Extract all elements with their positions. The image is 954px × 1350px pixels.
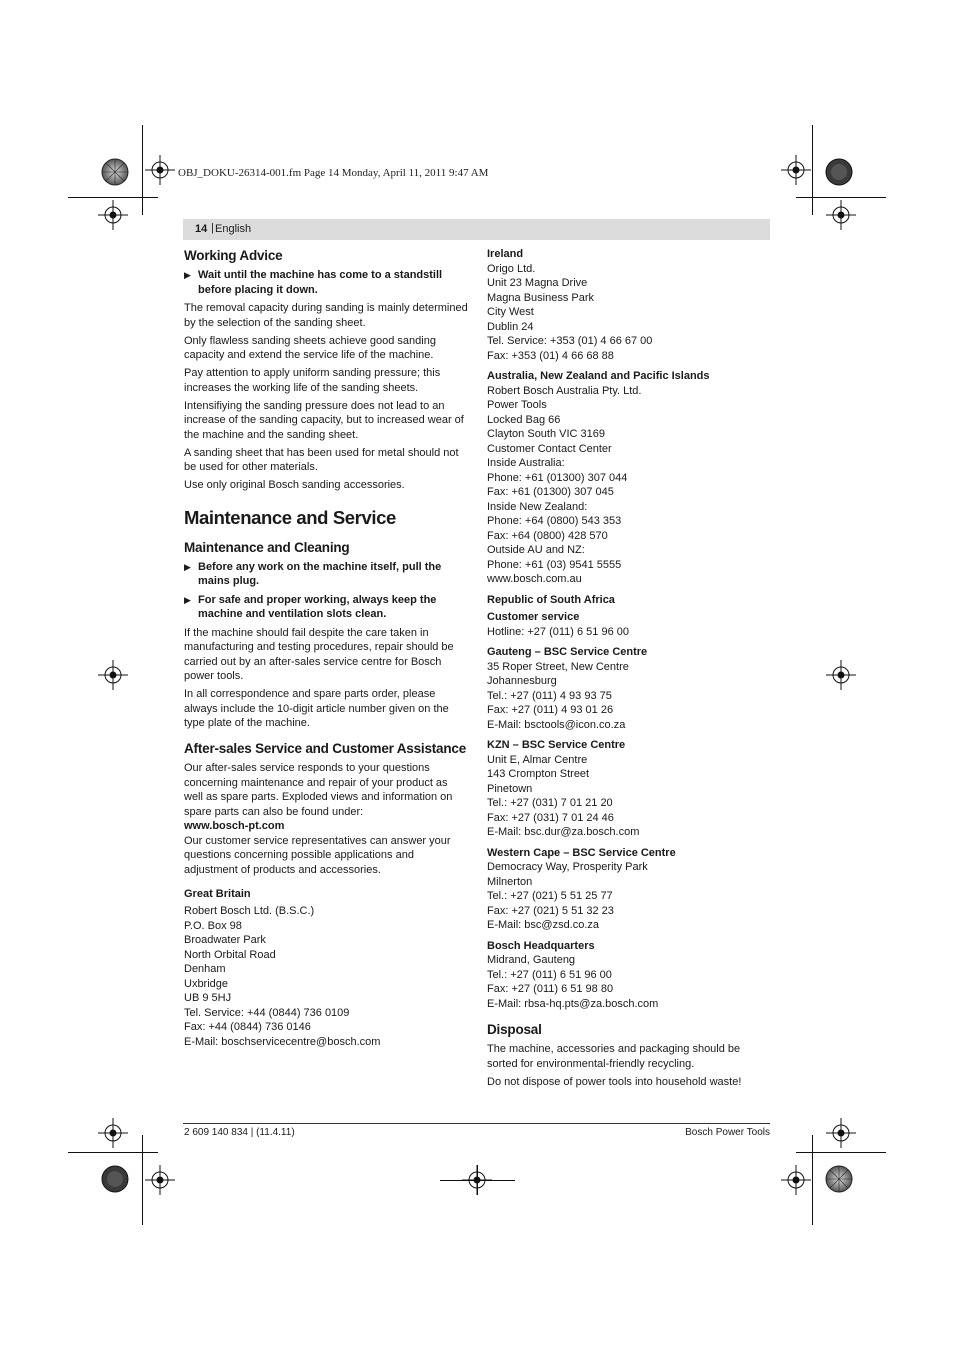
crop-mark-top-right-v xyxy=(812,125,813,215)
header-language: English xyxy=(215,223,252,235)
page-header xyxy=(183,219,770,240)
right-column xyxy=(487,247,772,1093)
working-advice-heading: Working Advice xyxy=(184,248,283,263)
disposal-heading: Disposal xyxy=(487,1022,542,1037)
paragraph: Only flawless sanding sheets achieve good sanding capacity and extend the service life of the machine. xyxy=(184,334,436,361)
paragraph: Do not dispose of power tools into household waste! xyxy=(487,1075,742,1088)
registration-mark-icon xyxy=(781,155,811,185)
australia-address: Robert Bosch Australia Pty. Ltd. Power Tools Locked Bag 66 Clayton South VIC 3169 Customer Contact Center Inside Australia: Phone: +61 (01300) 307 044 Fax: +61 (01300) 307 045 Inside New Zealand: Phone: +64 (0800) 543 353 Fax: +64 (0800) 428 570 Outside AU and NZ: Phone: +61 (03) 9541 5555 www.bosch.com.au xyxy=(487,384,642,585)
ireland-heading: Ireland xyxy=(487,248,524,260)
headquarters-heading: Bosch Headquarters xyxy=(487,939,595,952)
registration-mark-icon xyxy=(145,155,175,185)
gauteng-address: 35 Roper Street, New Centre Johannesburg Tel.: +27 (011) 4 93 93 75 Fax: +27 (011) 4 93 01 26 E-Mail: bsctools@icon.co.za xyxy=(487,660,629,731)
triangle-bullet-icon: ▶ xyxy=(184,594,191,605)
print-slug: OBJ_DOKU-26314-001.fm Page 14 Monday, April 11, 2011 9:47 AM xyxy=(178,167,489,179)
crop-mark-bottom-right-v xyxy=(812,1135,813,1225)
western-cape-heading: Western Cape – BSC Service Centre xyxy=(487,846,676,859)
left-column xyxy=(184,247,468,1049)
paragraph: Use only original Bosch sanding accessories. xyxy=(184,479,405,491)
page-number: 14 xyxy=(195,223,208,235)
paragraph: In all correspondence and spare parts order, please always include the 10-digit article number given on the type plate of the machine. xyxy=(184,688,449,729)
registration-mark-icon xyxy=(98,1118,128,1148)
gauteng-heading: Gauteng – BSC Service Centre xyxy=(487,646,648,658)
great-britain-address: Robert Bosch Ltd. (B.S.C.) P.O. Box 98 Broadwater Park North Orbital Road Denham Uxbridge UB 9 5HJ Tel. Service: +44 (0844) 736 0109 Fax: +44 (0844) 736 0146 E-Mail: boschservicecentre@bosch.com xyxy=(184,905,381,1048)
crop-mark-top-left-h xyxy=(68,197,158,198)
great-britain-heading: Great Britain xyxy=(184,887,251,900)
aftersales-heading: After-sales Service and Customer Assistance xyxy=(184,741,467,756)
footer-rule xyxy=(183,1123,770,1124)
australia-heading: Australia, New Zealand and Pacific Islands xyxy=(487,370,710,382)
registration-mark-icon xyxy=(826,200,856,230)
western-cape-address: Democracy Way, Prosperity Park Milnerton Tel.: +27 (021) 5 51 25 77 Fax: +27 (021) 5 51 32 23 E-Mail: bsc@zsd.co.za xyxy=(487,861,648,931)
paragraph: Pay attention to apply uniform sanding pressure; this increases the working life of the sanding sheets. xyxy=(184,367,441,394)
maintenance-service-heading: Maintenance and Service xyxy=(184,506,396,528)
south-africa-heading: Republic of South Africa xyxy=(487,593,615,606)
warning-bullet: ▶ Before any work on the machine itself, pull the mains plug. xyxy=(184,560,442,587)
triangle-bullet-icon: ▶ xyxy=(184,561,191,572)
headquarters-address: Midrand, Gauteng Tel.: +27 (011) 6 51 96 00 Fax: +27 (011) 6 51 98 80 E-Mail: rbsa-hq.pts@za.bosch.com xyxy=(487,954,659,1010)
color-target-icon xyxy=(101,1165,129,1193)
color-target-icon xyxy=(825,158,853,186)
registration-mark-icon xyxy=(98,660,128,690)
paragraph: A sanding sheet that has been used for metal should not be used for other materials. xyxy=(184,446,459,473)
kzn-heading: KZN – BSC Service Centre xyxy=(487,739,626,751)
ireland-address: Origo Ltd. Unit 23 Magna Drive Magna Business Park City West Dublin 24 Tel. Service: +353 (01) 4 66 67 00 Fax: +353 (01) 4 66 68 88 xyxy=(487,262,653,362)
crop-mark-top-left-v xyxy=(142,125,143,215)
warning-bullet: ▶ For safe and proper working, always keep the machine and ventilation slots clean. xyxy=(184,593,437,620)
paragraph: The removal capacity during sanding is mainly determined by the selection of the sanding sheet. xyxy=(184,302,468,329)
paragraph: The machine, accessories and packaging should be sorted for environmental-friendly recycling. xyxy=(487,1043,741,1070)
website-link[interactable]: www.bosch-pt.com xyxy=(184,820,285,832)
registration-mark-icon xyxy=(826,1118,856,1148)
registration-mark-icon xyxy=(781,1165,811,1195)
crop-mark-top-right-h xyxy=(796,197,886,198)
color-target-icon xyxy=(101,158,129,186)
paragraph: If the machine should fail despite the care taken in manufacturing and testing procedures, repair should be carried out by an after-sales service centre for Bosch power tools. xyxy=(184,626,454,682)
color-target-icon xyxy=(825,1165,853,1193)
registration-mark-icon xyxy=(826,660,856,690)
paragraph: Intensifiying the sanding pressure does not lead to an increase of the sanding capacity, but to increased wear of the machine and the sanding sheet. xyxy=(184,399,464,441)
triangle-bullet-icon: ▶ xyxy=(184,270,191,280)
registration-mark-icon xyxy=(145,1165,175,1195)
warning-bullet: ▶ Wait until the machine has come to a standstill before placing it down. xyxy=(184,269,443,296)
crop-mark-bottom-left-h xyxy=(68,1152,158,1153)
registration-mark-icon xyxy=(98,200,128,230)
maintenance-cleaning-heading: Maintenance and Cleaning xyxy=(184,539,350,555)
registration-mark-icon xyxy=(462,1165,492,1195)
footer-brand: Bosch Power Tools xyxy=(685,1127,770,1138)
crop-mark-bottom-right-h xyxy=(796,1152,886,1153)
footer-article-number: 2 609 140 834 | (11.4.11) xyxy=(184,1127,295,1138)
paragraph: Our after-sales service responds to your questions concerning maintenance and repair of your product as well as spare parts. Exploded views and information on spare parts can also be found under: xyxy=(184,762,453,818)
customer-service-heading: Customer service xyxy=(487,611,580,623)
kzn-address: Unit E, Almar Centre 143 Crompton Street Pinetown Tel.: +27 (031) 7 01 21 20 Fax: +27 (031) 7 01 24 46 E-Mail: bsc.dur@za.bosch.com xyxy=(487,753,640,838)
customer-service-lines: Hotline: +27 (011) 6 51 96 00 xyxy=(487,625,629,638)
paragraph: Our customer service representatives can answer your questions concerning possible applications and adjustment of products and accessories. xyxy=(184,834,451,876)
crop-mark-bottom-left-v xyxy=(142,1135,143,1225)
header-separator: | xyxy=(211,222,214,234)
